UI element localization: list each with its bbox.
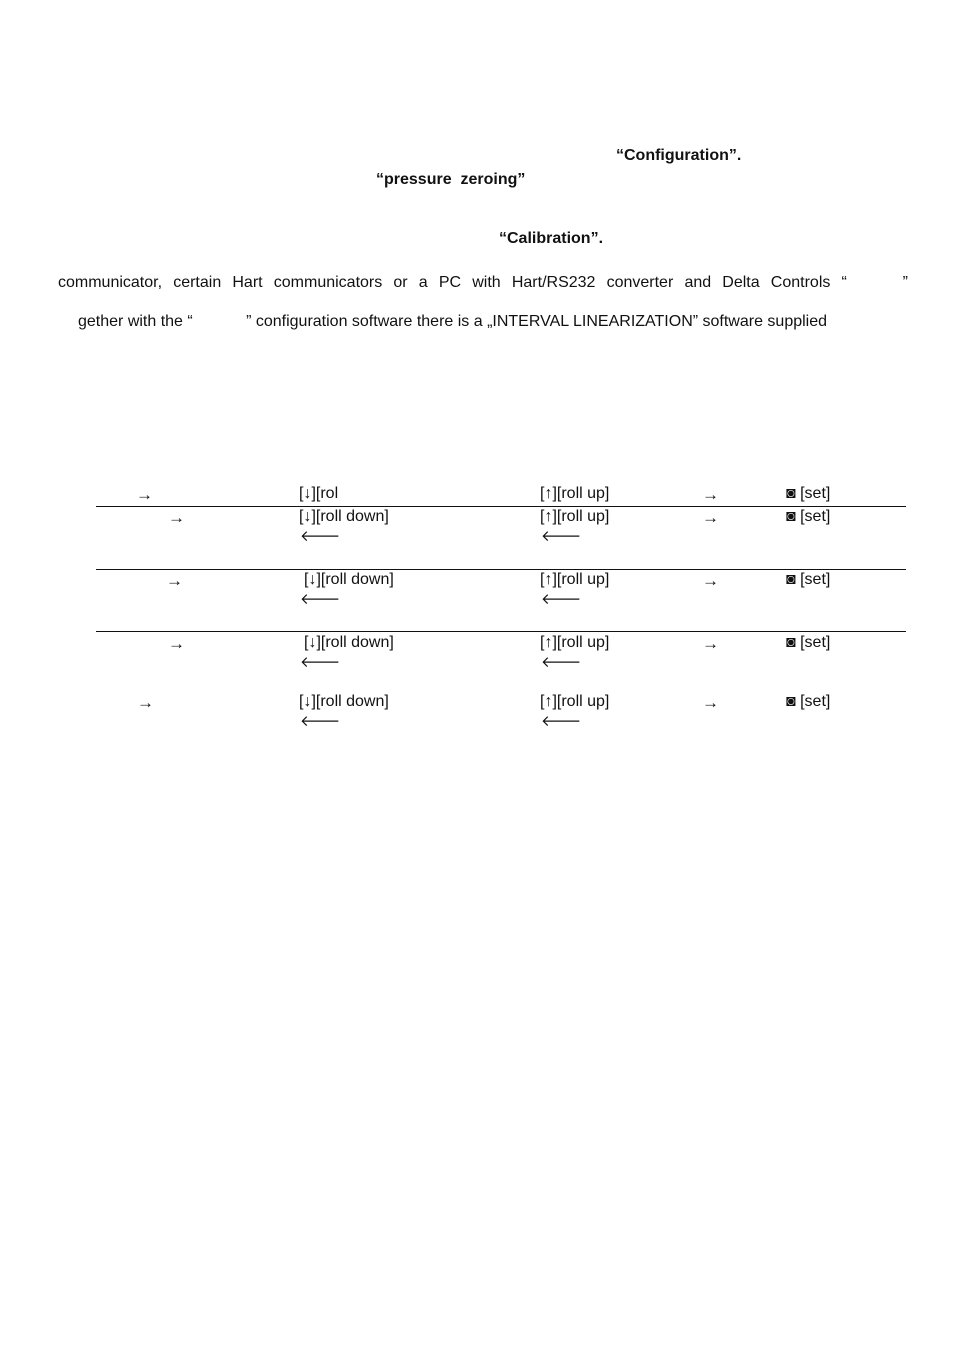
table-row-4-back-arrow-icon-2: 🡐: [541, 654, 582, 671]
table-row-3-roll-down: [↓][roll down]: [304, 571, 394, 588]
table-row-4-set: ◙ [set]: [786, 634, 831, 651]
table-row-1-arrow-2: →: [702, 485, 719, 504]
paragraph-line-1: communicator, certain Hart communicators or a PC with Hart/RS232 converter and Delta Controls “ ”: [58, 274, 908, 291]
table-row-1-set: ◙ [set]: [786, 485, 831, 502]
table-row-2-roll-down: [↓][roll down]: [299, 508, 389, 525]
table-row-5-roll-down: [↓][roll down]: [299, 693, 389, 710]
table-row-1-arrow: →: [136, 485, 153, 504]
table-row-4-arrow: →: [168, 634, 185, 653]
table-row-4-arrow-2: →: [702, 634, 719, 653]
table-row-2-arrow-2: →: [702, 508, 719, 527]
table-row-2-back-arrow-icon: 🡐: [300, 528, 341, 545]
table-row-4-roll-up: [↑][roll up]: [540, 634, 610, 651]
table-divider-1: [96, 506, 906, 507]
table-row-5-roll-up: [↑][roll up]: [540, 693, 610, 710]
heading-calibration: “Calibration”.: [499, 230, 604, 247]
table-row-5-arrow-2: →: [702, 693, 719, 712]
table-row-4-roll-down: [↓][roll down]: [304, 634, 394, 651]
table-row-3-back-arrow-icon: 🡐: [300, 591, 341, 608]
table-row-5-back-arrow-icon: 🡐: [300, 713, 341, 730]
table-row-5-set: ◙ [set]: [786, 693, 831, 710]
table-row-3-arrow-2: →: [702, 571, 719, 590]
heading-configuration: “Configuration”.: [616, 147, 742, 164]
paragraph-line-2: gether with the “ ” configuration software there is a „INTERVAL LINEARIZATION” software supplied: [78, 313, 828, 330]
table-divider-2: [96, 569, 906, 570]
table-row-3-set: ◙ [set]: [786, 571, 831, 588]
table-row-3-arrow: →: [166, 571, 183, 590]
table-row-5-back-arrow-icon-2: 🡐: [541, 713, 582, 730]
table-row-2-roll-up: [↑][roll up]: [540, 508, 610, 525]
table-row-5-arrow: →: [137, 693, 154, 712]
table-divider-3: [96, 631, 906, 632]
table-row-2-set: ◙ [set]: [786, 508, 831, 525]
table-row-2-arrow: →: [168, 508, 185, 527]
table-row-3-roll-up: [↑][roll up]: [540, 571, 610, 588]
table-row-2-back-arrow-icon-2: 🡐: [541, 528, 582, 545]
table-row-1-roll-up: [↑][roll up]: [540, 485, 610, 502]
table-row-1-roll-down: [↓][rol: [299, 485, 339, 502]
heading-pressure-zeroing: “pressure zeroing”: [376, 171, 526, 188]
table-row-4-back-arrow-icon: 🡐: [300, 654, 341, 671]
table-row-3-back-arrow-icon-2: 🡐: [541, 591, 582, 608]
